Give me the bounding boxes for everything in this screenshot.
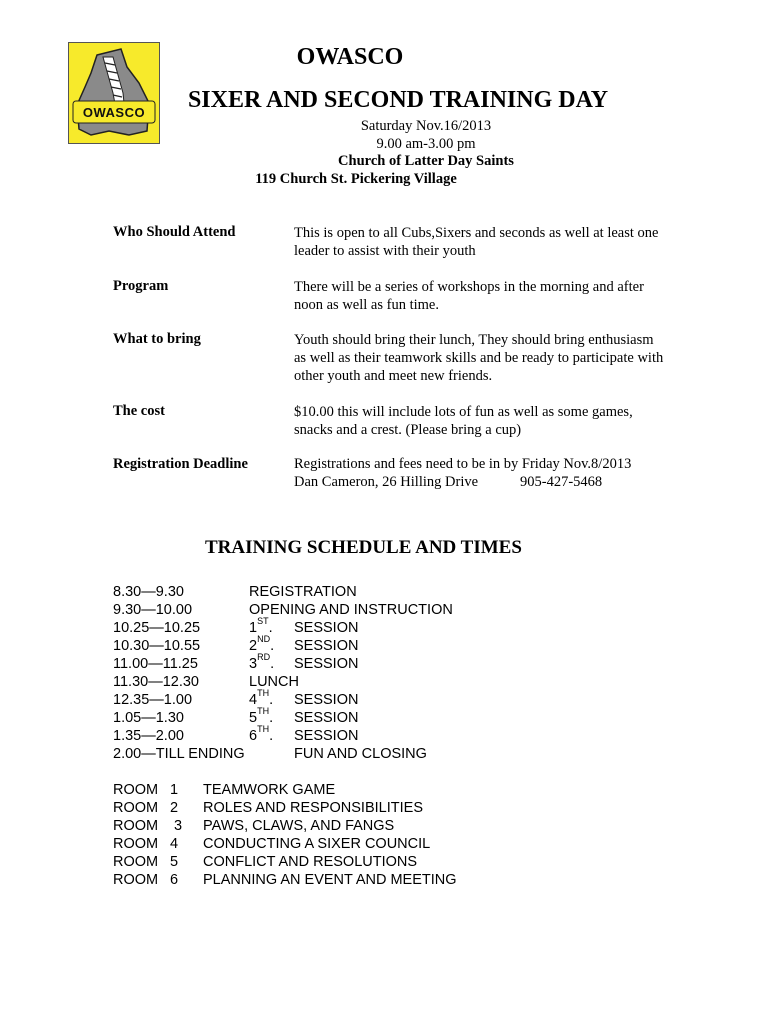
schedule-activity: SESSION [294,638,359,654]
room-number: 3 [174,818,183,834]
schedule-activity: SESSION [294,620,359,636]
event-date: Saturday Nov.16/2013 [360,118,492,134]
schedule-time: 1.35—2.00 [113,728,184,744]
room-label: ROOM [113,854,159,870]
deadline-contact: Dan Cameron, 26 Hilling Drive [294,474,479,490]
info-text-bring: Youth should bring their lunch, They should bring enthusiasm as well as their teamwork skills and be ready to participate with other youth and meet new friends. [294,332,664,384]
schedule-activity: FUN AND CLOSING [294,746,427,762]
room-number: 1 [170,782,179,798]
info-label-bring: What to bring [113,331,201,347]
info-label-attend: Who Should Attend [113,224,236,240]
schedule-time: 1.05—1.30 [113,710,184,726]
schedule-activity: REGISTRATION [249,584,357,600]
room-label: ROOM [113,800,159,816]
room-topic: CONDUCTING A SIXER COUNCIL [203,836,431,852]
schedule-time: 10.30—10.55 [113,638,201,654]
info-label-program: Program [113,278,169,294]
schedule-time: 2.00—TILL ENDING [113,746,245,762]
schedule-time: 10.25—10.25 [113,620,201,636]
room-label: ROOM [113,818,159,834]
room-label: ROOM [113,782,159,798]
schedule-activity: OPENING AND INSTRUCTION [249,602,453,618]
room-number: 2 [170,800,179,816]
page-subtitle: SIXER AND SECOND TRAINING DAY [187,87,609,113]
event-venue: Church of Latter Day Saints [338,153,514,169]
room-number: 5 [170,854,179,870]
schedule-activity: SESSION [294,728,359,744]
deadline-phone: 905-427-5468 [520,474,603,490]
room-label: ROOM [113,836,159,852]
info-label-deadline: Registration Deadline [113,456,248,472]
info-text-deadline: Registrations and fees need to be in by Friday Nov.8/2013 [294,456,632,472]
page-title: OWASCO [296,44,404,70]
info-text-attend: This is open to all Cubs,Sixers and seconds as well at least one leader to assist with their youth [294,225,659,259]
room-topic: ROLES AND RESPONSIBILITIES [203,800,423,816]
schedule-time: 11.00—11.25 [113,656,198,672]
room-number: 6 [170,872,179,888]
room-topic: PAWS, CLAWS, AND FANGS [203,818,395,834]
schedule-activity: SESSION [294,656,359,672]
info-text-program: There will be a series of workshops in the morning and after noon as well as fun time. [294,279,644,313]
event-time: 9.00 am-3.00 pm [376,136,476,152]
room-label: ROOM [113,872,159,888]
schedule-title: TRAINING SCHEDULE AND TIMES [205,537,522,558]
room-topic: PLANNING AN EVENT AND MEETING [203,872,457,888]
schedule-session-number: 6TH. [249,724,274,744]
schedule-session-number: 4TH. [249,688,274,708]
schedule-time: 9.30—10.00 [113,602,193,618]
room-topic: TEAMWORK GAME [203,782,336,798]
schedule-session-number: 5TH. [249,706,274,726]
schedule-time: 8.30—9.30 [113,584,184,600]
logo-text: OWASCO [82,105,146,120]
schedule-time: 12.35—1.00 [113,692,193,708]
schedule-session-number: 2ND. [249,634,275,654]
schedule-activity: SESSION [294,692,359,708]
info-text-cost: $10.00 this will include lots of fun as well as some games, snacks and a crest. (Please bring a cup) [294,404,633,438]
schedule-time: 11.30—12.30 [113,674,199,690]
room-topic: CONFLICT AND RESOLUTIONS [203,854,418,870]
room-number: 4 [170,836,179,852]
schedule-activity: SESSION [294,710,359,726]
schedule-session-number: 3RD. [249,652,275,672]
info-label-cost: The cost [113,403,165,419]
schedule-session-number: 1ST. [249,616,273,636]
schedule-activity: LUNCH [249,674,299,690]
event-address: 119 Church St. Pickering Village [255,171,457,187]
